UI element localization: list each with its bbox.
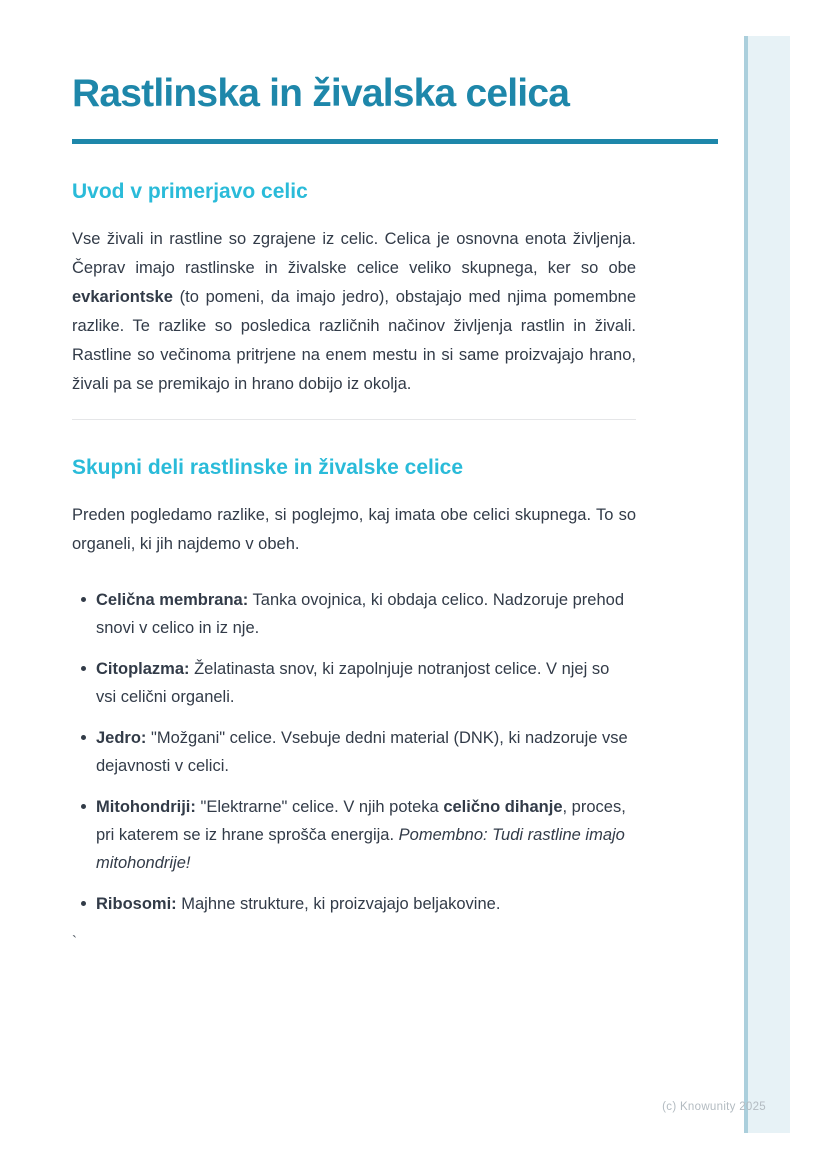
footer-credit: (c) Knowunity 2025 [662, 1101, 766, 1113]
title-underline-rule [72, 139, 718, 144]
stray-backtick-character: ` [72, 933, 77, 950]
intro-paragraph: Vse živali in rastline so zgrajene iz celic. Celica je osnovna enota življenja. Čeprav imajo rastlinske in živalske celice veliko skupnega, ker so obe evkariontske (to pomeni, da imajo jedro), obstajajo med njima pomembne razlike. Te razlike so posledica različnih načinov življenja rastlin in živali. Rastline so večinoma pritrjene na enem mestu in si same proizvajajo hrano, živali pa se premikajo in hrano dobijo iz okolja. [72, 230, 636, 393]
common-parts-paragraph: Preden pogledamo razlike, si poglejmo, kaj imata obe celici skupnega. To so organeli, ki jih najdemo v obeh. [72, 506, 636, 553]
document-content [72, 0, 718, 949]
section-intro [72, 179, 718, 399]
list-item-ribosomes: Ribosomi: Majhne strukture, ki proizvajajo beljakovine. [96, 890, 631, 918]
list-item-nucleus: Jedro: "Možgani" celice. Vsebuje dedni material (DNK), ki nadzoruje vse dejavnosti v celici. [96, 724, 631, 780]
right-accent-bar [744, 36, 790, 1133]
section-heading-common-parts: Skupni deli rastlinske in živalske celice [72, 456, 464, 479]
list-item-cytoplasm: Citoplazma: Želatinasta snov, ki zapolnjuje notranjost celice. V njej so vsi celični organeli. [96, 655, 631, 711]
section-divider [72, 419, 636, 420]
section-common-parts [72, 455, 718, 918]
list-item-mitochondria: Mitohondriji: "Elektrarne" celice. V njih poteka celično dihanje, proces, pri katerem se iz hrane sprošča energija. Pomembno: Tudi rastline imajo mitohondrije! [96, 793, 631, 877]
section-heading-intro: Uvod v primerjavo celic [72, 180, 308, 203]
list-item-cell-membrane: Celična membrana: Tanka ovojnica, ki obdaja celico. Nadzoruje prehod snovi v celico in iz nje. [96, 586, 631, 642]
organelle-list [72, 586, 631, 918]
page-title: Rastlinska in živalska celica [72, 72, 570, 115]
